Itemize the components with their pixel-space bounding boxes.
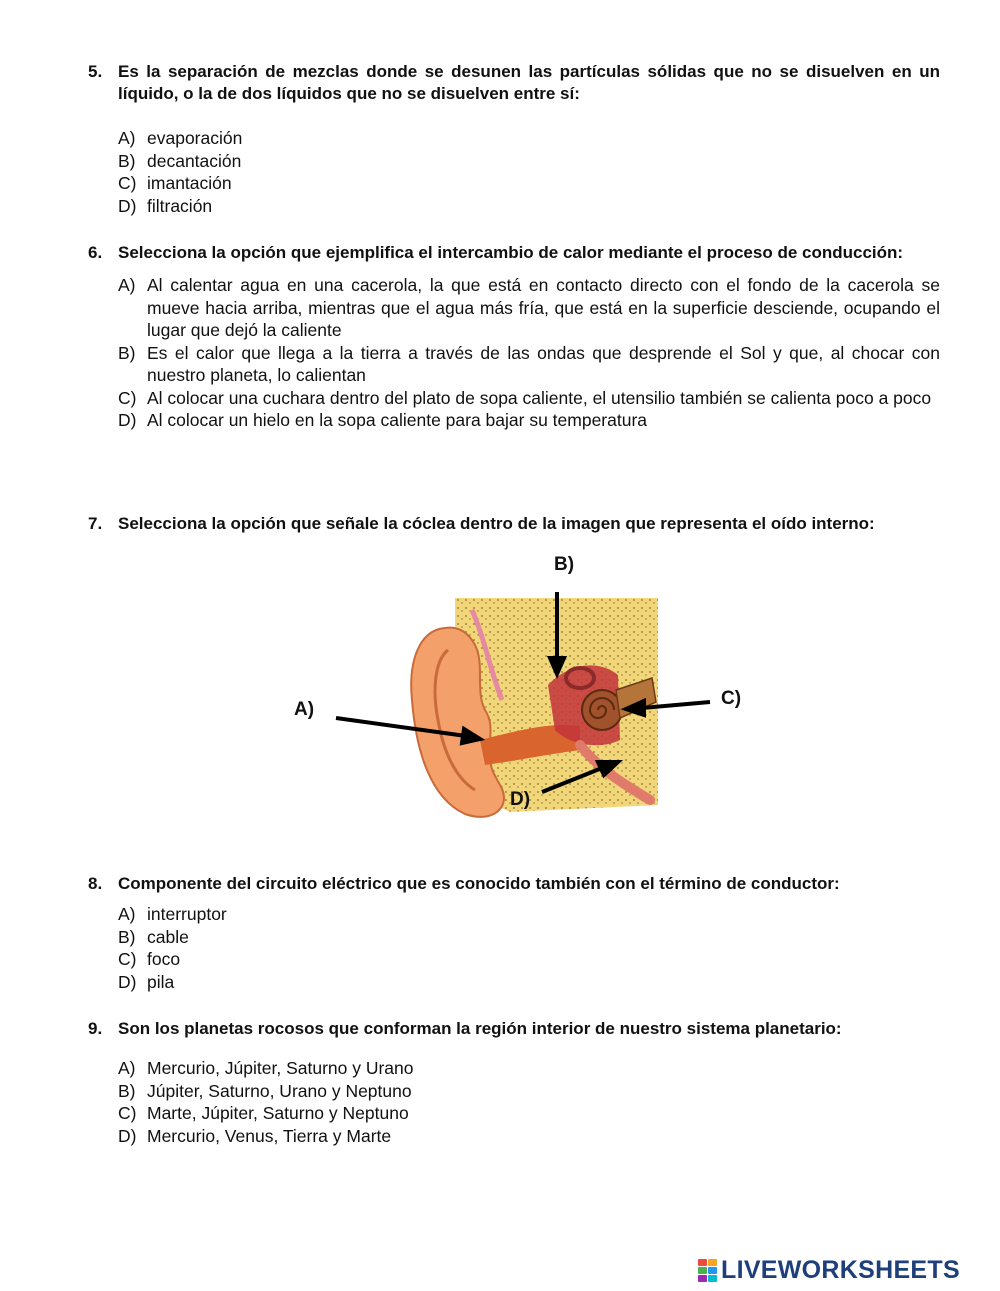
label-c: C) xyxy=(721,688,742,709)
option-letter: A) xyxy=(118,275,136,295)
option-d[interactable] xyxy=(118,409,940,432)
option-text: Al calentar agua en una cacerola, la que está en contacto directo con el fondo de la cacerola se mueve hacia arriba, mientras que el agua más fría, que está en la superficie desciende, ocupando el lugar que dejó la caliente xyxy=(147,275,940,340)
question-text: Selecciona la opción que señale la cóclea dentro de la imagen que representa el oído interno: xyxy=(118,514,875,533)
option-letter: A) xyxy=(118,904,136,924)
ear-diagram-illustration xyxy=(280,550,760,830)
option-d[interactable] xyxy=(118,971,940,994)
logo-text: LIVEWORKSHEETS xyxy=(721,1255,960,1284)
options-list xyxy=(118,1057,940,1147)
label-a: A) xyxy=(294,699,315,720)
option-letter: A) xyxy=(118,1058,136,1078)
question-7 xyxy=(88,513,940,535)
liveworksheets-logo-icon xyxy=(698,1259,717,1282)
label-d: D) xyxy=(510,789,531,810)
option-letter: C) xyxy=(118,949,137,969)
option-text: interruptor xyxy=(147,904,227,924)
option-text: pila xyxy=(147,971,175,992)
option-text: Al colocar un hielo en la sopa caliente para bajar su temperatura xyxy=(147,410,648,430)
option-text: imantación xyxy=(147,173,232,193)
question-8 xyxy=(88,873,940,993)
option-text: evaporación xyxy=(147,128,243,148)
option-letter: B) xyxy=(118,150,136,171)
option-letter: D) xyxy=(118,410,137,430)
option-a[interactable] xyxy=(118,903,940,926)
question-9 xyxy=(88,1018,940,1147)
option-b[interactable] xyxy=(118,150,940,173)
question-text: Selecciona la opción que ejemplifica el intercambio de calor mediante el proceso de conducción: xyxy=(118,243,904,262)
question-number: 9. xyxy=(88,1019,103,1038)
option-text: cable xyxy=(147,926,189,947)
cochlea-shape xyxy=(582,690,622,730)
option-c[interactable] xyxy=(118,387,940,410)
option-d[interactable] xyxy=(118,195,940,218)
question-5-header xyxy=(88,61,940,105)
option-c[interactable] xyxy=(118,1102,940,1125)
option-letter: D) xyxy=(118,1125,137,1146)
ear-figure xyxy=(280,550,760,830)
options-list xyxy=(118,274,940,432)
options-list xyxy=(118,903,940,993)
option-text: Al colocar una cuchara dentro del plato de sopa caliente, el utensilio también se calienta poco a poco xyxy=(147,387,932,408)
question-8-header xyxy=(88,873,940,895)
option-a[interactable] xyxy=(118,274,940,342)
option-text: Mercurio, Júpiter, Saturno y Urano xyxy=(147,1058,414,1078)
question-6 xyxy=(88,242,940,432)
question-6-header xyxy=(88,242,940,264)
options-list xyxy=(118,127,940,217)
option-text: Es el calor que llega a la tierra a través de las ondas que desprende el Sol y que, al chocar con nuestro planeta, lo calientan xyxy=(147,342,940,385)
option-b[interactable] xyxy=(118,1080,940,1103)
question-number: 5. xyxy=(88,62,103,81)
question-5 xyxy=(88,61,940,217)
option-letter: D) xyxy=(118,195,137,216)
option-letter: A) xyxy=(118,128,136,148)
option-text: Mercurio, Venus, Tierra y Marte xyxy=(147,1125,392,1146)
question-text: Componente del circuito eléctrico que es conocido también con el término de conductor: xyxy=(118,874,840,893)
question-7-header xyxy=(88,513,940,535)
option-letter: B) xyxy=(118,1080,136,1101)
option-b[interactable] xyxy=(118,926,940,949)
option-a[interactable] xyxy=(118,127,940,150)
option-text: Marte, Júpiter, Saturno y Neptuno xyxy=(147,1103,409,1123)
label-b: B) xyxy=(554,554,575,575)
option-a[interactable] xyxy=(118,1057,940,1080)
question-number: 8. xyxy=(88,874,103,893)
option-letter: B) xyxy=(118,926,136,947)
question-number: 6. xyxy=(88,243,103,262)
option-text: filtración xyxy=(147,195,213,216)
option-d[interactable] xyxy=(118,1125,940,1148)
option-letter: C) xyxy=(118,1103,137,1123)
option-c[interactable] xyxy=(118,948,940,971)
question-text: Es la separación de mezclas donde se desunen las partículas sólidas que no se disuelven en un líquido, o la de dos líquidos que no se disuelven entre sí: xyxy=(118,62,940,103)
option-letter: B) xyxy=(118,342,136,363)
option-text: Júpiter, Saturno, Urano y Neptuno xyxy=(147,1080,412,1101)
liveworksheets-logo[interactable] xyxy=(698,1253,960,1287)
option-text: foco xyxy=(147,949,181,969)
option-c[interactable] xyxy=(118,172,940,195)
option-letter: C) xyxy=(118,173,137,193)
option-letter: C) xyxy=(118,387,137,408)
question-text: Son los planetas rocosos que conforman la región interior de nuestro sistema planetario: xyxy=(118,1019,842,1038)
question-9-header xyxy=(88,1018,940,1040)
option-b[interactable] xyxy=(118,342,940,387)
option-letter: D) xyxy=(118,971,137,992)
option-text: decantación xyxy=(147,150,242,171)
question-number: 7. xyxy=(88,514,103,533)
